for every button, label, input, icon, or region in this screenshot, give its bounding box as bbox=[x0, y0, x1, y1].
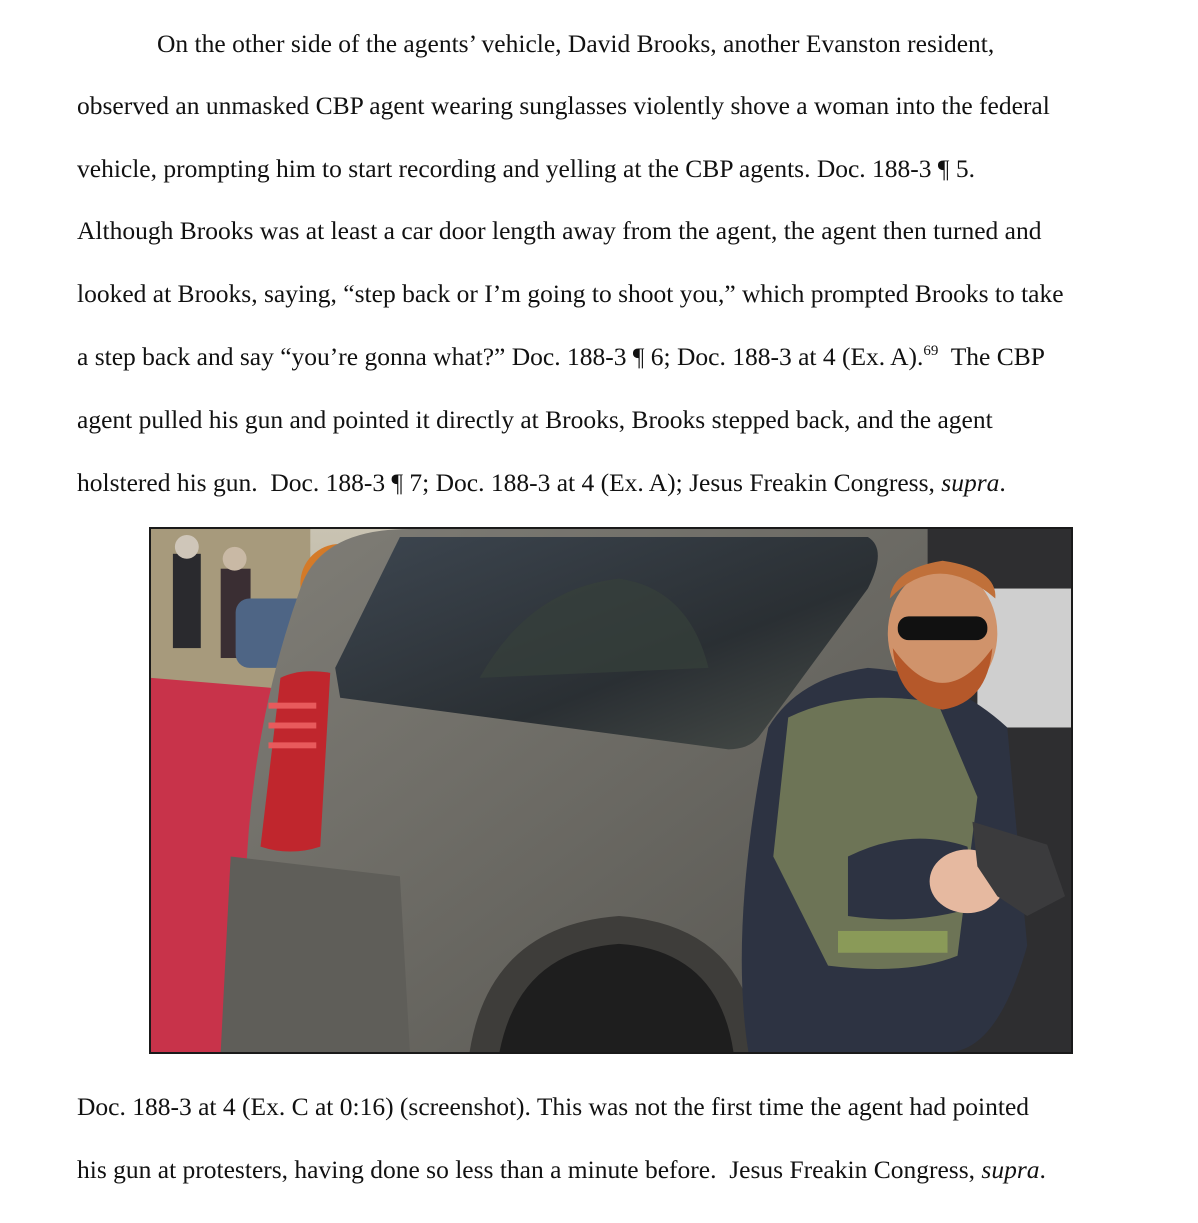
paragraph-1-line-2: observed an unmasked CBP agent wearing sunglasses violently shove a woman into the federal bbox=[77, 91, 1050, 120]
paragraph-1-line-3: vehicle, prompting him to start recording and yelling at the CBP agents. Doc. 188-3 ¶ 5. bbox=[77, 154, 975, 183]
para-2-line-2-period: . bbox=[1039, 1155, 1046, 1184]
line-8-period: . bbox=[999, 468, 1006, 497]
line-6-text: a step back and say “you’re gonna what?” Doc. 188-3 ¶ 6; Doc. 188-3 at 4 (Ex. A). bbox=[77, 342, 924, 371]
paragraph-2-line-2 bbox=[77, 1155, 1046, 1185]
paragraph-1-line-8 bbox=[77, 468, 1006, 498]
citation-supra-italic-2: supra bbox=[981, 1155, 1040, 1184]
paragraph-1-line-4: Although Brooks was at least a car door length away from the agent, the agent then turned and bbox=[77, 216, 1042, 245]
paragraph-1-line-6 bbox=[77, 342, 1045, 372]
para-2-line-2-text: his gun at protesters, having done so less than a minute before. Jesus Freakin Congress, bbox=[77, 1155, 982, 1184]
line-8-text: holstered his gun. Doc. 188-3 ¶ 7; Doc. 188-3 at 4 (Ex. A); Jesus Freakin Congress, bbox=[77, 468, 942, 497]
line-6-tail: The CBP bbox=[938, 342, 1045, 371]
paragraph-1-line-7: agent pulled his gun and pointed it directly at Brooks, Brooks stepped back, and the agent bbox=[77, 405, 993, 434]
screenshot-photo bbox=[149, 527, 1073, 1054]
paragraph-2-line-1: Doc. 188-3 at 4 (Ex. C at 0:16) (screenshot). This was not the first time the agent had pointed bbox=[77, 1092, 1030, 1121]
paragraph-1-line-5: looked at Brooks, saying, “step back or I’m going to shoot you,” which prompted Brooks to take bbox=[77, 279, 1064, 308]
citation-supra-italic: supra bbox=[941, 468, 1000, 497]
photo-illustration bbox=[151, 529, 1071, 1052]
footnote-marker: 69 bbox=[923, 343, 939, 359]
paragraph-1-line-1: On the other side of the agents’ vehicle, David Brooks, another Evanston resident, bbox=[157, 29, 995, 58]
